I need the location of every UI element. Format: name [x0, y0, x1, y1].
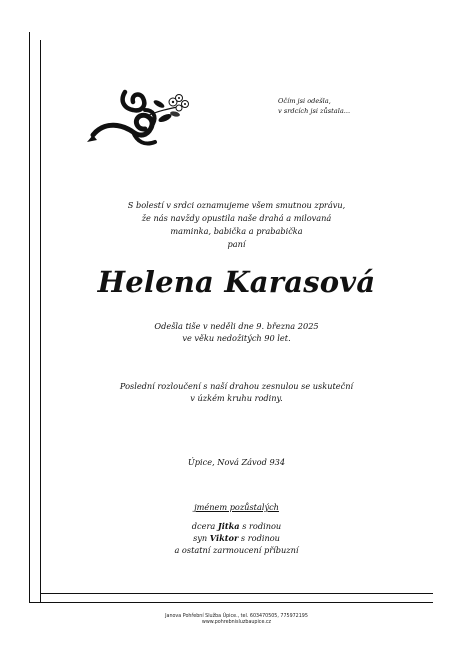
- death-info: [40, 320, 433, 344]
- farewell-line-1: Poslední rozloučení s naší drahou zesnulou se uskuteční: [119, 381, 354, 391]
- ribbon-flower-ornament-icon: [85, 80, 197, 155]
- deceased-name: Helena Karasová: [97, 265, 376, 299]
- signed-by-text: jménem pozůstalých: [194, 502, 279, 512]
- poem-quote: [278, 96, 350, 116]
- border-line-bottom-outer: [29, 602, 433, 603]
- relative-suffix: s rodinou: [239, 521, 282, 531]
- relative-line: [40, 544, 433, 556]
- announcement-intro: [40, 199, 433, 251]
- relative-prefix: a ostatní zarmoucení příbuzní: [174, 545, 299, 555]
- farewell-info: [40, 380, 433, 404]
- intro-line-4: paní: [227, 239, 246, 249]
- relative-prefix: dcera: [191, 521, 218, 531]
- quote-line-2: v srdcích jsi zůstala...: [278, 107, 351, 115]
- relative-prefix: syn: [193, 533, 210, 543]
- footer-company-line: Janova Pohřební Služba Úpice., tel. 603470505, 775972195: [165, 614, 308, 619]
- border-line-left-outer: [29, 32, 30, 602]
- address: Úpice, Nová Závod 934: [187, 457, 286, 467]
- intro-line-2: že nás navždy opustila naše drahá a milovaná: [141, 213, 332, 223]
- border-line-bottom-inner: [40, 593, 433, 594]
- relative-line: [40, 532, 433, 544]
- relative-name: Jitka: [217, 521, 240, 531]
- intro-line-3: maminka, babička a prababička: [170, 226, 303, 236]
- farewell-line-2: v úzkém kruhu rodiny.: [190, 393, 283, 403]
- relative-line: [40, 520, 433, 532]
- died-line-2: ve věku nedožitých 90 let.: [182, 333, 291, 343]
- signed-by: [40, 502, 433, 512]
- intro-line-1: S bolestí v srdci oznamujeme všem smutnou zprávu,: [127, 200, 346, 210]
- relative-name: Viktor: [209, 533, 239, 543]
- relative-suffix: s rodinou: [238, 533, 280, 543]
- quote-line-1: Očím jsi odešla,: [278, 97, 331, 105]
- died-line-1: Odešla tiše v neděli dne 9. března 2025: [154, 321, 319, 331]
- footer-website-link[interactable]: www.pohrebnisluzbaupice.cz: [201, 620, 272, 625]
